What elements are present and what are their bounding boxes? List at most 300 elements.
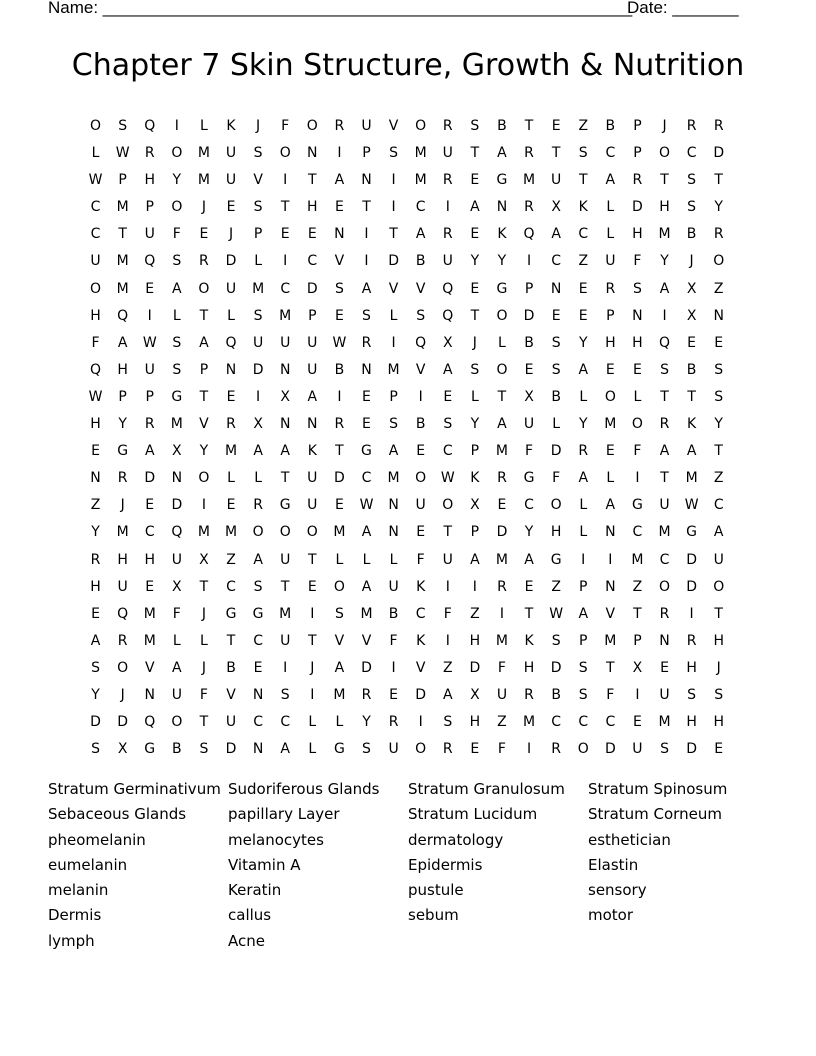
grid-letter: Q: [144, 118, 156, 134]
grid-letter: O: [198, 470, 210, 487]
grid-letter: Y: [172, 172, 182, 189]
grid-letter: N: [388, 524, 399, 541]
grid-letter: M: [414, 172, 427, 189]
grid-letter: X: [280, 388, 290, 405]
grid-letter: T: [335, 443, 344, 460]
grid-letter: D: [225, 741, 237, 758]
grid-letter: A: [415, 226, 426, 243]
grid-letter: E: [362, 388, 371, 405]
grid-letter: O: [659, 578, 671, 595]
grid-letter: T: [118, 226, 127, 243]
grid-letter: B: [551, 686, 561, 703]
grid-letter: Q: [442, 280, 454, 297]
grid-letter: I: [364, 253, 369, 270]
grid-letter: H: [523, 659, 535, 676]
grid-letter: F: [497, 741, 506, 758]
grid-letter: H: [144, 551, 155, 568]
grid-letter: Z: [578, 118, 589, 134]
grid-letter: P: [470, 524, 480, 541]
grid-letter: A: [605, 497, 616, 514]
grid-letter: U: [307, 334, 318, 351]
grid-letter: R: [144, 416, 155, 433]
word-list-item: pustule: [408, 881, 464, 900]
grid-letter: J: [201, 659, 206, 676]
grid-letter: M: [658, 524, 671, 541]
grid-letter: E: [551, 307, 561, 324]
grid-letter: A: [280, 443, 290, 460]
grid-letter: O: [117, 659, 129, 676]
grid-letter: T: [551, 145, 561, 162]
grid-letter: P: [606, 307, 615, 324]
grid-letter: A: [659, 443, 670, 460]
grid-letter: Y: [714, 199, 723, 216]
grid-letter: P: [579, 632, 588, 649]
grid-letter: D: [415, 686, 427, 703]
word-list-item: sebum: [408, 906, 459, 925]
word-list-item: Sebaceous Glands: [48, 805, 187, 824]
grid-letter: A: [686, 443, 697, 460]
grid-letter: S: [470, 361, 480, 378]
grid-letter: E: [687, 334, 697, 351]
grid-letter: A: [497, 145, 507, 162]
grid-letter: U: [225, 714, 237, 731]
grid-letter: G: [631, 497, 643, 514]
grid-letter: S: [687, 172, 697, 189]
grid-letter: H: [307, 199, 318, 216]
grid-letter: S: [118, 118, 128, 134]
grid-letter: E: [605, 443, 615, 460]
grid-letter: M: [252, 280, 265, 297]
grid-letter: X: [253, 416, 263, 433]
grid-letter: D: [550, 659, 562, 676]
grid-letter: I: [310, 686, 315, 703]
grid-letter: G: [686, 524, 698, 541]
grid-letter: T: [308, 632, 317, 649]
grid-letter: L: [579, 497, 588, 514]
grid-letter: G: [117, 443, 129, 460]
grid-letter: J: [228, 226, 234, 243]
grid-letter: E: [497, 497, 507, 514]
grid-letter: H: [469, 632, 481, 649]
word-list-item: melanin: [48, 881, 109, 900]
grid-letter: F: [443, 605, 452, 622]
grid-letter: G: [279, 497, 291, 514]
grid-letter: A: [578, 470, 589, 487]
grid-letter: D: [713, 145, 725, 162]
grid-letter: W: [549, 605, 564, 622]
grid-letter: D: [469, 659, 481, 676]
grid-letter: C: [686, 145, 697, 162]
grid-letter: N: [334, 226, 345, 243]
grid-letter: J: [310, 659, 315, 676]
grid-letter: L: [200, 118, 208, 134]
grid-letter: D: [171, 497, 183, 514]
grid-letter: O: [415, 741, 427, 758]
grid-letter: P: [470, 443, 480, 460]
grid-letter: N: [361, 361, 372, 378]
word-list-item: sensory: [588, 881, 647, 900]
grid-letter: Y: [118, 416, 127, 433]
grid-letter: Y: [470, 253, 480, 270]
grid-letter: K: [307, 443, 317, 460]
grid-letter: B: [388, 605, 399, 622]
grid-letter: G: [496, 280, 508, 297]
grid-letter: J: [120, 686, 125, 703]
grid-letter: P: [524, 280, 534, 297]
date-field-label: Date: _______: [627, 0, 739, 17]
grid-letter: I: [635, 686, 640, 703]
grid-letter: M: [116, 253, 129, 270]
name-field-label: Name: ________________________________________________________: [48, 0, 633, 17]
grid-letter: T: [687, 388, 696, 405]
grid-letter: E: [226, 497, 236, 514]
word-list-item: dermatology: [408, 830, 504, 849]
grid-letter: X: [632, 659, 643, 676]
grid-letter: R: [686, 632, 697, 649]
grid-letter: R: [334, 118, 345, 134]
grid-letter: B: [686, 226, 697, 243]
grid-letter: F: [497, 659, 506, 676]
grid-letter: C: [659, 551, 670, 568]
grid-letter: Q: [171, 524, 183, 541]
grid-letter: Y: [470, 416, 480, 433]
grid-letter: S: [443, 714, 453, 731]
grid-letter: L: [254, 470, 263, 487]
grid-letter: D: [90, 714, 101, 731]
grid-letter: E: [470, 172, 480, 189]
grid-letter: T: [660, 470, 669, 487]
grid-letter: H: [90, 578, 101, 595]
grid-letter: B: [686, 361, 697, 378]
grid-letter: W: [88, 172, 103, 189]
grid-letter: O: [496, 361, 508, 378]
grid-letter: K: [416, 578, 426, 595]
grid-letter: B: [415, 253, 426, 270]
word-list-item: Dermis: [48, 906, 102, 925]
grid-letter: O: [279, 145, 291, 162]
grid-letter: F: [606, 686, 615, 703]
grid-letter: G: [225, 605, 237, 622]
grid-letter: A: [172, 659, 182, 676]
grid-letter: T: [633, 605, 642, 622]
word-list-item: Stratum Lucidum: [408, 805, 538, 824]
grid-letter: T: [308, 172, 317, 189]
grid-letter: Z: [442, 659, 453, 676]
grid-letter: T: [226, 632, 236, 649]
grid-letter: N: [361, 172, 372, 189]
grid-letter: M: [658, 714, 671, 731]
grid-letter: V: [388, 118, 399, 134]
grid-letter: R: [442, 741, 453, 758]
grid-letter: A: [605, 172, 616, 189]
grid-letter: D: [361, 659, 372, 676]
grid-letter: Q: [144, 253, 156, 270]
grid-letter: O: [415, 118, 427, 134]
header: [48, 0, 748, 20]
grid-letter: T: [280, 199, 290, 216]
grid-letter: C: [144, 524, 155, 541]
grid-letter: I: [526, 253, 532, 270]
grid-letter: H: [90, 307, 101, 324]
grid-letter: M: [414, 145, 427, 162]
grid-letter: M: [333, 524, 346, 541]
grid-letter: H: [144, 172, 155, 189]
word-list-item: pheomelanin: [48, 830, 146, 849]
grid-letter: P: [118, 388, 127, 405]
grid-letter: T: [199, 307, 209, 324]
word-list-item: melanocytes: [228, 830, 324, 849]
grid-letter: C: [361, 470, 372, 487]
grid-letter: I: [310, 605, 315, 622]
grid-letter: M: [116, 280, 129, 297]
grid-letter: K: [524, 632, 534, 649]
word-list-item: callus: [228, 906, 272, 925]
grid-letter: R: [632, 172, 643, 189]
grid-letter: Y: [524, 524, 534, 541]
grid-letter: S: [253, 307, 263, 324]
grid-letter: S: [91, 659, 100, 676]
grid-letter: S: [253, 145, 263, 162]
grid-letter: A: [470, 551, 480, 568]
grid-letter: I: [256, 388, 261, 405]
grid-letter: E: [578, 307, 588, 324]
grid-letter: S: [91, 741, 100, 758]
page-title: Chapter 7 Skin Structure, Growth & Nutrition: [71, 48, 745, 83]
grid-letter: F: [281, 118, 290, 134]
grid-letter: U: [252, 334, 264, 351]
grid-letter: A: [578, 605, 589, 622]
grid-letter: L: [200, 632, 208, 649]
grid-letter: I: [581, 551, 586, 568]
grid-letter: H: [632, 334, 643, 351]
grid-letter: E: [334, 497, 344, 514]
grid-letter: U: [442, 253, 453, 270]
grid-letter: K: [578, 199, 588, 216]
grid-letter: S: [470, 118, 480, 134]
grid-letter: E: [253, 659, 263, 676]
grid-letter: Y: [714, 416, 723, 433]
grid-letter: A: [334, 659, 345, 676]
grid-letter: C: [90, 199, 101, 216]
grid-letter: R: [144, 145, 155, 162]
grid-letter: B: [605, 118, 616, 134]
grid-letter: R: [442, 172, 453, 189]
grid-letter: M: [631, 551, 644, 568]
word-list-item: Epidermis: [408, 855, 483, 874]
grid-letter: A: [144, 443, 155, 460]
grid-letter: C: [551, 714, 562, 731]
grid-letter: A: [307, 388, 318, 405]
grid-letter: T: [714, 605, 723, 622]
grid-letter: F: [389, 632, 398, 649]
grid-letter: X: [470, 497, 480, 514]
grid-letter: R: [497, 578, 507, 595]
grid-letter: T: [578, 172, 588, 189]
grid-letter: R: [713, 118, 724, 134]
grid-letter: G: [144, 741, 156, 758]
grid-letter: E: [632, 714, 642, 731]
grid-letter: T: [280, 578, 290, 595]
grid-letter: V: [226, 686, 236, 703]
word-list-item: eumelanin: [48, 855, 128, 874]
grid-letter: O: [306, 524, 318, 541]
grid-letter: M: [495, 632, 508, 649]
word-list-item: Stratum Corneum: [588, 805, 722, 824]
grid-letter: O: [306, 118, 318, 134]
grid-letter: E: [714, 741, 724, 758]
grid-letter: L: [389, 551, 398, 568]
grid-letter: H: [550, 524, 562, 541]
grid-letter: H: [117, 361, 128, 378]
grid-letter: U: [442, 551, 453, 568]
grid-letter: M: [495, 551, 508, 568]
grid-letter: O: [415, 470, 427, 487]
grid-letter: O: [631, 416, 643, 433]
grid-letter: R: [388, 714, 399, 731]
grid-letter: D: [686, 741, 697, 758]
grid-letter: M: [360, 605, 373, 622]
grid-letter: V: [334, 253, 345, 270]
grid-letter: H: [469, 714, 481, 731]
grid-letter: U: [280, 551, 291, 568]
grid-letter: U: [90, 253, 101, 270]
grid-letter: A: [334, 172, 345, 189]
grid-letter: L: [470, 388, 479, 405]
grid-letter: N: [279, 361, 291, 378]
word-list: [48, 777, 788, 954]
grid-letter: V: [144, 659, 155, 676]
word-list-item: Sudoriferous Glands: [228, 780, 380, 798]
grid-letter: P: [579, 578, 588, 595]
grid-letter: V: [415, 659, 426, 676]
grid-letter: U: [551, 172, 562, 189]
grid-letter: G: [333, 741, 345, 758]
grid-letter: C: [605, 714, 616, 731]
grid-letter: M: [685, 470, 698, 487]
grid-letter: W: [332, 334, 347, 351]
grid-letter: Z: [90, 497, 101, 514]
grid-letter: C: [578, 714, 589, 731]
grid-letter: E: [605, 361, 615, 378]
grid-letter: D: [523, 307, 535, 324]
grid-letter: C: [253, 632, 263, 649]
grid-letter: N: [632, 307, 643, 324]
grid-letter: R: [686, 118, 697, 134]
grid-letter: Z: [578, 253, 589, 270]
grid-letter: M: [224, 443, 238, 460]
grid-letter: M: [224, 524, 238, 541]
grid-letter: I: [337, 145, 342, 162]
grid-letter: T: [308, 551, 317, 568]
grid-letter: L: [579, 388, 588, 405]
grid-letter: H: [686, 714, 697, 731]
grid-letter: U: [659, 497, 670, 514]
grid-letter: Q: [659, 334, 671, 351]
grid-letter: V: [388, 280, 399, 297]
word-list-item: lymph: [48, 931, 95, 950]
word-list-item: [588, 929, 768, 954]
grid-letter: P: [633, 632, 642, 649]
grid-letter: W: [440, 470, 455, 487]
grid-letter: T: [362, 199, 371, 216]
grid-letter: C: [280, 714, 291, 731]
grid-letter: J: [256, 118, 261, 134]
grid-letter: E: [714, 334, 724, 351]
grid-letter: M: [170, 416, 183, 433]
grid-letter: E: [632, 361, 642, 378]
grid-letter: D: [388, 253, 399, 270]
word-list-item: Stratum Granulosum: [408, 780, 565, 798]
grid-letter: S: [714, 361, 724, 378]
grid-letter: U: [659, 686, 670, 703]
grid-letter: E: [578, 280, 588, 297]
grid-letter: U: [307, 361, 318, 378]
grid-letter: I: [364, 226, 369, 243]
grid-letter: C: [442, 443, 453, 460]
grid-letter: R: [659, 416, 670, 433]
grid-letter: B: [334, 361, 345, 378]
grid-letter: O: [496, 307, 508, 324]
grid-letter: E: [416, 443, 426, 460]
grid-letter: E: [199, 226, 209, 243]
grid-letter: S: [280, 686, 290, 703]
grid-letter: Q: [117, 307, 129, 324]
grid-letter: A: [524, 551, 534, 568]
grid-letter: M: [495, 443, 508, 460]
grid-letter: Z: [470, 605, 480, 622]
grid-letter: L: [579, 524, 588, 541]
grid-letter: P: [633, 145, 642, 162]
grid-letter: S: [660, 741, 669, 758]
grid-letter: P: [389, 388, 398, 405]
grid-letter: E: [362, 416, 371, 433]
grid-letter: L: [308, 741, 317, 758]
grid-letter: M: [197, 172, 210, 189]
grid-letter: V: [199, 416, 209, 433]
grid-letter: C: [226, 578, 236, 595]
grid-letter: Y: [362, 714, 371, 731]
grid-letter: G: [496, 172, 508, 189]
grid-letter: I: [391, 659, 396, 676]
grid-letter: I: [689, 605, 694, 622]
grid-letter: S: [578, 145, 588, 162]
grid-letter: P: [118, 172, 127, 189]
grid-letter: P: [199, 361, 209, 378]
grid-letter: U: [632, 741, 643, 758]
grid-letter: M: [197, 524, 210, 541]
grid-letter: N: [388, 497, 399, 514]
grid-letter: S: [253, 578, 263, 595]
grid-letter: S: [443, 416, 453, 433]
grid-letter: S: [578, 686, 588, 703]
grid-letter: E: [334, 199, 344, 216]
grid-letter: Z: [551, 578, 561, 595]
grid-letter: U: [225, 172, 237, 189]
grid-letter: M: [523, 172, 536, 189]
grid-letter: R: [334, 416, 345, 433]
grid-letter: U: [225, 145, 237, 162]
grid-letter: I: [662, 307, 667, 324]
grid-letter: V: [334, 632, 345, 649]
grid-letter: S: [551, 361, 561, 378]
grid-letter: R: [551, 741, 561, 758]
grid-letter: C: [415, 199, 426, 216]
grid-letter: M: [197, 145, 210, 162]
grid-letter: R: [524, 145, 534, 162]
grid-letter: I: [283, 172, 288, 189]
grid-letter: U: [144, 361, 155, 378]
grid-letter: A: [199, 334, 209, 351]
